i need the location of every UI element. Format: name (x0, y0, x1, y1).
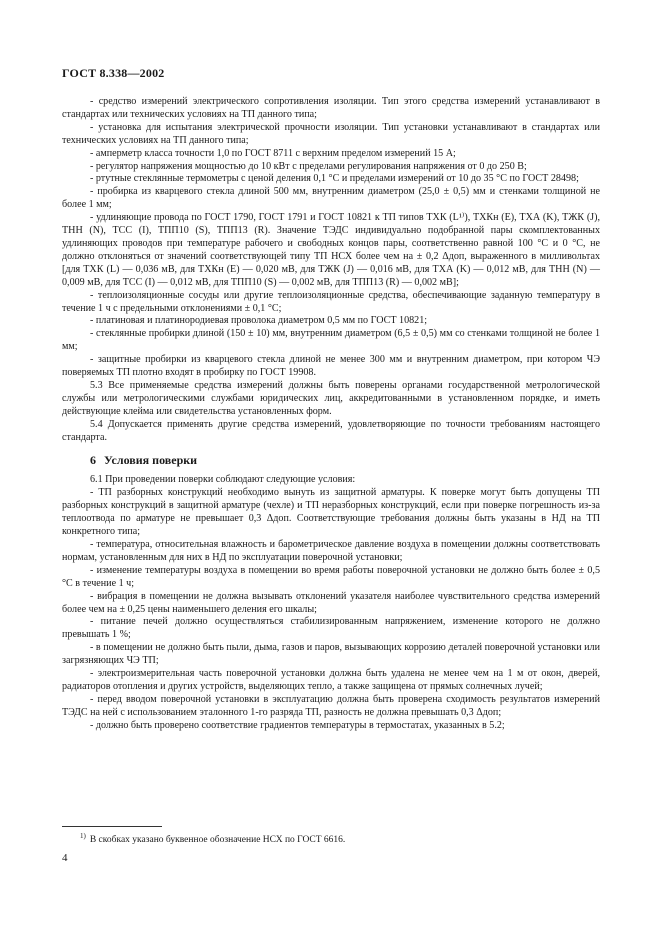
paragraph: - пробирка из кварцевого стекла длиной 500 мм, внутренним диаметром (25,0 ± 0,5) мм и стенками толщиной не более 1 мм; (62, 186, 600, 211)
paragraph: - амперметр класса точности 1,0 по ГОСТ 8711 с верхним пределом измерений 15 А; (90, 147, 456, 159)
paragraph: - ТП разборных конструкций необходимо вынуть из защитной арматуры. К поверке могут быть допущены ТП разборных конструкций в защитной арматуре (чехле) и ТП неразборных конструкций, если при поверке погрешность из-за теплоотвода по арматуре не превышает 0,3 Δдоп. Соответствующие требования должны быть указаны в НД на ТП конкретного типа; (62, 487, 600, 538)
paragraph: 6.1 При проведении поверки соблюдают следующие условия: (90, 474, 356, 486)
paragraph: - платиновая и платинородиевая проволока диаметром 0,5 мм по ГОСТ 10821; (90, 315, 428, 327)
footnote-mark: 1) (80, 832, 86, 840)
document-body (62, 96, 600, 733)
section-title: Условия поверки (104, 453, 198, 468)
footnote-text: В скобках указано буквенное обозначение НСХ по ГОСТ 6616. (89, 835, 346, 846)
paragraph: - удлиняющие провода по ГОСТ 1790, ГОСТ 1791 и ГОСТ 10821 к ТП типов ТХК (L¹⁾), ТХКн (E), ТХА (K), ТЖК (J), ТНН (N), ТСС (I), ТПП10 (S), ТПП13 (R). Значение ТЭДС индивидуально подобранной пары скомплектованных удлиняющих проводов при температуре рабочего и свободных концов пары, соответственно равной 100 °С и 0 °С, не должно отклоняться от значений соответствующей типу ТП НСХ более чем на ± 0,2 Δдоп, выраженного в милливольтах [для ТХК (L) — 0,036 мВ, для ТХКн (E) — 0,020 мВ, для ТЖК (J) — 0,016 мВ, для ТХА (K) — 0,012 мВ, для ТНН (N) — 0,009 мВ, для ТСС (I) — 0,012 мВ, для ТПП10 (S) — 0,002 мВ, для ТПП13 (R) — 0,002 мВ]; (62, 212, 600, 288)
paragraph: 5.3 Все применяемые средства измерений должны быть поверены органами государственной метрологической службы или метрологическими службами юридических лиц, аккредитованными в установленном порядке, и иметь действующие клейма или свидетельства установленных форм. (62, 379, 600, 417)
paragraph: - ртутные стеклянные термометры с ценой деления 0,1 °С и пределами измерений от 10 до 35 °С по ГОСТ 28498; (90, 173, 579, 185)
paragraph: - изменение температуры воздуха в помещении во время работы поверочной установки не должно быть более ± 0,5 °С в течение 1 ч; (62, 564, 600, 589)
paragraph: - защитные пробирки из кварцевого стекла длиной не менее 300 мм и внутренним диаметром, при котором ЧЭ поверяемых ТП плотно входят в пробирку по ГОСТ 19908. (62, 354, 600, 379)
section-number: 6 (90, 453, 96, 468)
document-header: ГОСТ 8.338—2002 (62, 66, 165, 80)
page-number: 4 (62, 852, 68, 864)
paragraph: - в помещении не должно быть пыли, дыма, газов и паров, вызывающих коррозию деталей поверочной установки или загрязняющих ЧЭ ТП; (62, 642, 600, 667)
paragraph: - перед вводом поверочной установки в эксплуатацию должна быть проверена сходимость результатов измерений ТЭДС на ней с использованием эталонного 1-го разряда ТП, разность не должна превышать 0,3 Δдоп; (62, 693, 600, 718)
paragraph: 5.4 Допускается применять другие средства измерений, удовлетворяющие по точности требованиям настоящего стандарта. (62, 418, 600, 443)
paragraph: - стеклянные пробирки длиной (150 ± 10) мм, внутренним диаметром (6,5 ± 0,5) мм со стенками толщиной не более 1 мм; (62, 328, 600, 353)
paragraph: - электроизмерительная часть поверочной установки должна быть удалена не менее чем на 1 м от окон, дверей, радиаторов отопления и других устройств, выделяющих тепло, а также защищена от прямых солнечных лучей; (62, 668, 600, 692)
paragraph: - температура, относительная влажность и барометрическое давление воздуха в помещении должны соответствовать нормам, установленным для них в НД по эксплуатации поверочной установки; (62, 539, 600, 563)
paragraph: - установка для испытания электрической прочности изоляции. Тип установки устанавливают в стандартах или технических условиях на ТП данного типа; (62, 121, 600, 146)
footnote (80, 830, 600, 846)
paragraph: - теплоизоляционные сосуды или другие теплоизоляционные средства, обеспечивающие заданную температуру в течение 1 ч с предельными отклонениями ± 0,1 °С; (62, 289, 600, 314)
paragraph: - регулятор напряжения мощностью до 10 кВт с пределами регулирования напряжения от 0 до 250 В; (90, 160, 527, 172)
section-heading (90, 453, 600, 467)
footnote-divider (62, 826, 162, 827)
paragraph: - вибрация в помещении не должна вызывать отклонений указателя наиболее чувствительного средства измерений более чем на ± 0,25 цены наименьшего деления его шкалы; (62, 590, 600, 615)
paragraph: - средство измерений электрического сопротивления изоляции. Тип этого средства измерений устанавливают в стандартах или технических условиях на ТП данного типа; (62, 96, 600, 120)
paragraph: - питание печей должно осуществляться стабилизированным напряжением, изменение которого не должно превышать 1 %; (62, 616, 600, 641)
paragraph: - должно быть проверено соответствие градиентов температуры в термостатах, указанных в 5.2; (90, 719, 505, 731)
